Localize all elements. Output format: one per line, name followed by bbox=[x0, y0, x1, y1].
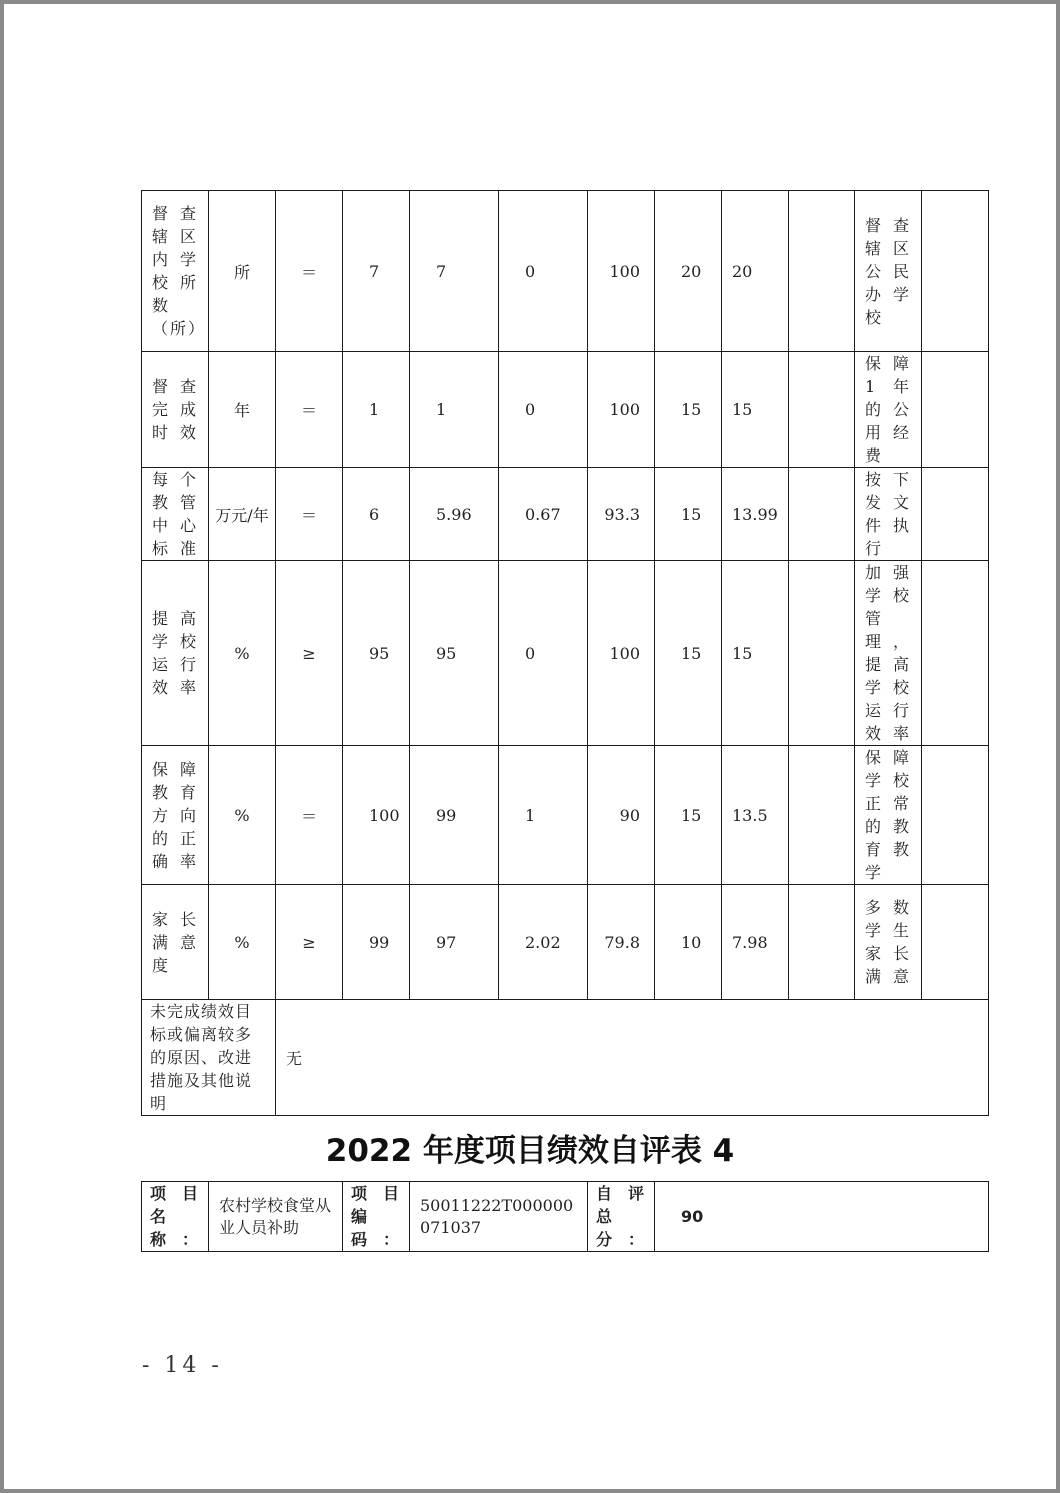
operator-cell: ≥ bbox=[302, 643, 316, 663]
deviation-cell: 2.02 bbox=[525, 932, 561, 952]
section-title: 2022 年度项目绩效自评表 4 bbox=[325, 1133, 735, 1169]
actual-value-cell: 99 bbox=[436, 805, 457, 825]
weight-cell: 20 bbox=[681, 261, 702, 281]
table-row bbox=[142, 468, 989, 561]
deviation-cell: 0 bbox=[525, 643, 536, 663]
weight-cell: 10 bbox=[681, 932, 702, 952]
indicator-cell: 保障教育方向的正确率 bbox=[152, 759, 198, 871]
target-value-cell: 99 bbox=[369, 932, 390, 952]
score-cell: 7.98 bbox=[732, 932, 768, 952]
actual-value-cell: 5.96 bbox=[436, 504, 472, 524]
completion-rate-cell: 93.3 bbox=[604, 504, 640, 524]
score-cell: 15 bbox=[732, 643, 753, 663]
completion-rate-cell: 100 bbox=[609, 400, 640, 419]
explanation-value: 无 bbox=[286, 1049, 303, 1068]
indicator-cell: 督查辖区内学校所数（所） bbox=[152, 204, 207, 338]
target-value-cell: 1 bbox=[369, 400, 380, 419]
table-row bbox=[142, 191, 989, 352]
explanation-label: 未完成绩效目标或偏离较多的原因、改进措施及其他说明 bbox=[150, 1002, 253, 1113]
weight-cell: 15 bbox=[681, 643, 702, 663]
score-cell: 13.99 bbox=[732, 504, 778, 524]
deviation-cell: 0 bbox=[525, 261, 536, 281]
note-cell: 保障学校正常的教育教学 bbox=[865, 748, 911, 882]
target-value-cell: 95 bbox=[369, 643, 390, 663]
project-code-label: 项目编码： bbox=[351, 1184, 401, 1249]
document-page bbox=[4, 4, 1056, 1489]
unit-cell: 所 bbox=[233, 262, 250, 282]
performance-indicator-table bbox=[141, 190, 989, 1116]
deviation-cell: 0 bbox=[525, 400, 536, 419]
project-code-value: 50011222T000000071037 bbox=[420, 1195, 574, 1237]
weight-cell: 15 bbox=[681, 504, 702, 524]
page-number: - 14 - bbox=[142, 1353, 223, 1378]
indicator-cell: 督查完成时效 bbox=[152, 377, 198, 442]
note-cell: 督查辖区公民办学校 bbox=[865, 215, 911, 327]
target-value-cell: 6 bbox=[369, 504, 380, 524]
project-name-value: 农村学校食堂从业人员补助 bbox=[219, 1195, 332, 1237]
note-cell: 加强学校管理，提高学校运行效率 bbox=[865, 563, 911, 743]
target-value-cell: 7 bbox=[369, 261, 380, 281]
table-row bbox=[142, 352, 989, 468]
operator-cell: ＝ bbox=[300, 806, 317, 826]
self-score-label: 自评总分： bbox=[596, 1184, 646, 1249]
unit-cell: % bbox=[234, 932, 250, 952]
table-row bbox=[142, 885, 989, 1000]
note-cell: 按下发文件执行 bbox=[865, 470, 911, 558]
operator-cell: ＝ bbox=[300, 401, 317, 420]
weight-cell: 15 bbox=[681, 400, 702, 419]
weight-cell: 15 bbox=[681, 805, 702, 825]
target-value-cell: 100 bbox=[369, 805, 400, 825]
actual-value-cell: 7 bbox=[436, 261, 447, 281]
deviation-cell: 1 bbox=[525, 805, 536, 825]
indicator-cell: 提高学校运行效率 bbox=[152, 609, 198, 697]
note-cell: 保障1年的公用经费 bbox=[865, 354, 911, 465]
deviation-cell: 0.67 bbox=[525, 504, 561, 524]
unit-cell: % bbox=[234, 643, 250, 663]
score-cell: 15 bbox=[732, 400, 753, 419]
operator-cell: ≥ bbox=[302, 932, 316, 952]
completion-rate-cell: 100 bbox=[609, 643, 640, 663]
score-cell: 20 bbox=[732, 261, 753, 281]
completion-rate-cell: 100 bbox=[609, 261, 640, 281]
unit-cell: % bbox=[234, 805, 250, 825]
table-row bbox=[142, 746, 989, 885]
operator-cell: ＝ bbox=[300, 262, 317, 282]
note-cell: 多数学生家长满意 bbox=[865, 898, 911, 986]
completion-rate-cell: 79.8 bbox=[604, 932, 640, 952]
actual-value-cell: 1 bbox=[436, 400, 447, 419]
self-score-value: 90 bbox=[681, 1207, 704, 1226]
actual-value-cell: 95 bbox=[436, 643, 457, 663]
unit-cell: 万元/年 bbox=[215, 505, 269, 525]
project-name-label: 项目名称： bbox=[150, 1184, 200, 1249]
project-header-table bbox=[141, 1181, 989, 1252]
completion-rate-cell: 90 bbox=[619, 805, 640, 825]
explanation-row bbox=[142, 1000, 989, 1116]
operator-cell: ＝ bbox=[300, 505, 317, 525]
indicator-cell: 每个教管中心标准 bbox=[152, 470, 198, 558]
score-cell: 13.5 bbox=[732, 805, 768, 825]
indicator-cell: 家长满意度 bbox=[152, 909, 198, 975]
actual-value-cell: 97 bbox=[436, 932, 457, 952]
unit-cell: 年 bbox=[233, 401, 250, 420]
table-row bbox=[142, 561, 989, 746]
